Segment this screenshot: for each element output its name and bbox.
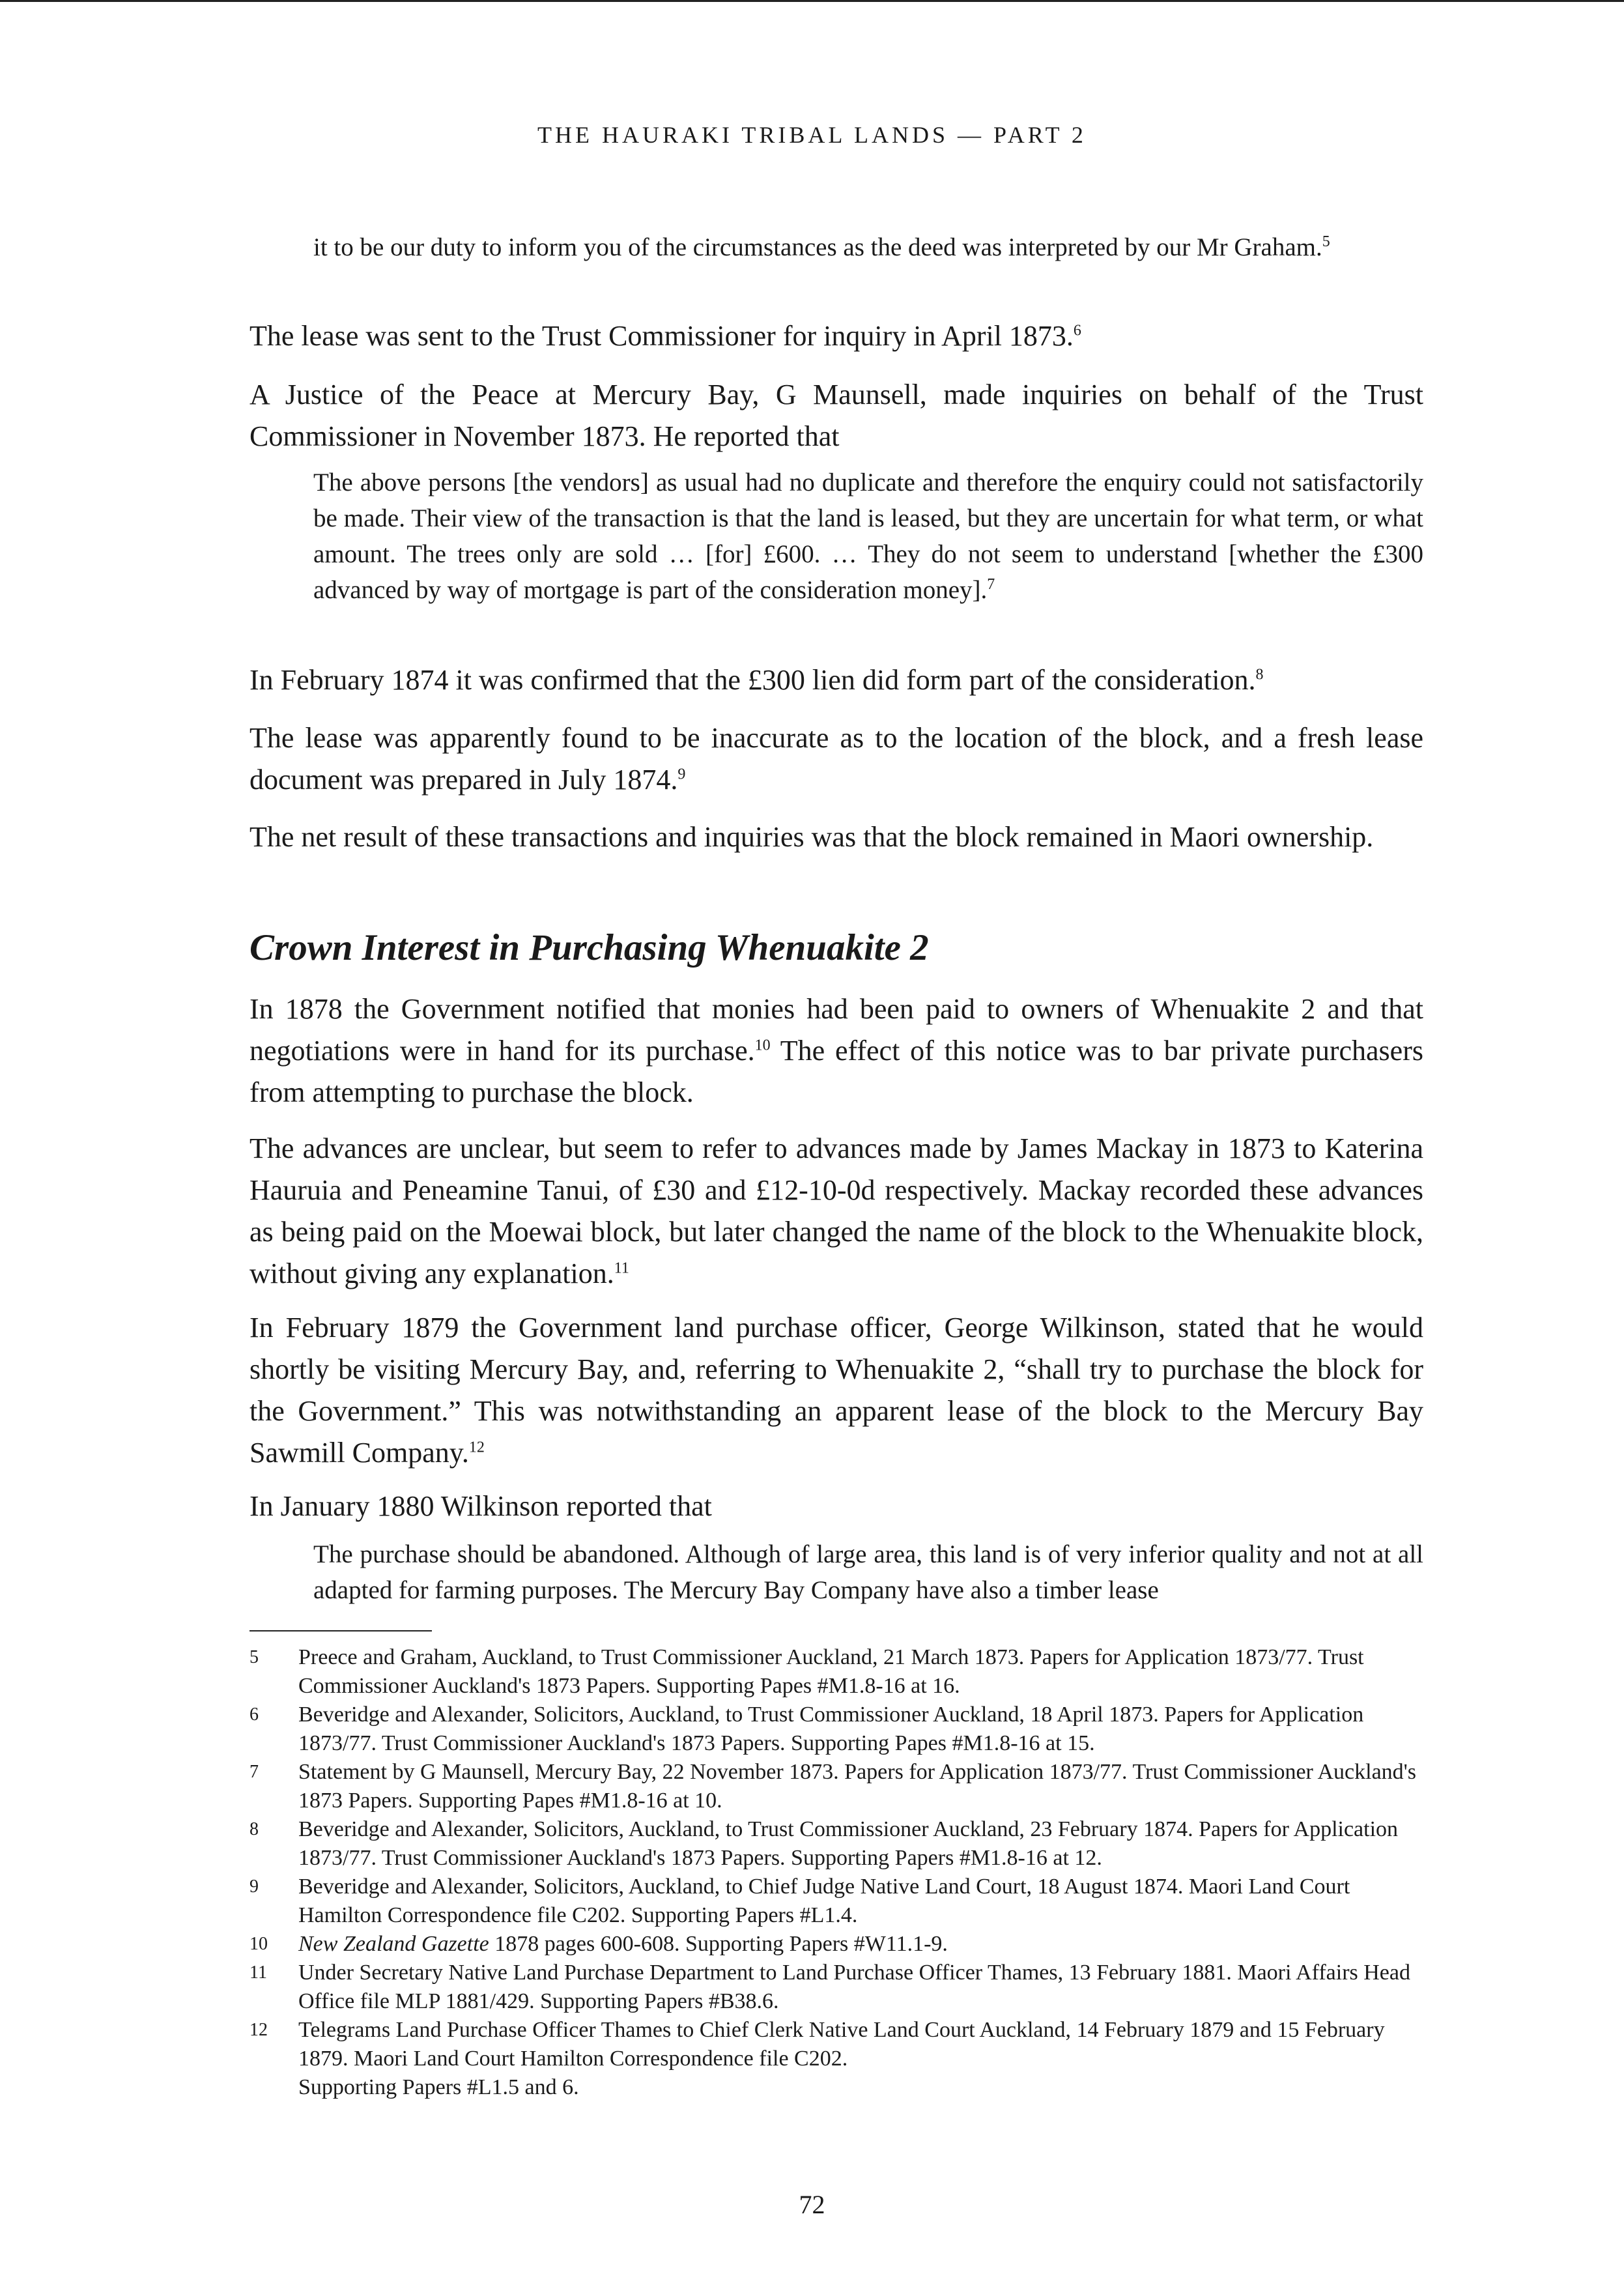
running-header: THE HAURAKI TRIBAL LANDS — PART 2 bbox=[537, 122, 1087, 148]
quote-text: The above persons [the vendors] as usual had no duplicate and therefore the enquiry could not satisfactorily be made. Their view of the transaction is that the land is leased, but they are uncertain for what term, or what amount. The trees only are sold … [for] £600. … They do not seem to understand [whether the £300 advanced by way of mortgage is part of the consideration money]. bbox=[313, 468, 1423, 604]
paragraph-4 bbox=[249, 717, 1423, 801]
text: In 1878 the Government notified that monies had been paid to owners of Whenuakite 2 and that negotiations were in hand for its purchase. bbox=[249, 993, 1423, 1067]
footnote-text: Beveridge and Alexander, Solicitors, Auckland, to Chief Judge Native Land Court, 18 August 1874. Maori Land Court Hamilton Correspondence file C202. Supporting Papers #L1.4. bbox=[298, 1875, 1350, 1927]
footnote-ref[interactable]: 6 bbox=[1073, 322, 1081, 339]
block-quote-3 bbox=[249, 1536, 1423, 1608]
paragraph-6 bbox=[249, 988, 1423, 1114]
footnote-number: 9 bbox=[249, 1876, 259, 1897]
footnote bbox=[249, 2016, 1423, 2102]
paragraph-text: A Justice of the Peace at Mercury Bay, G Maunsell, made inquiries on behalf of the Trust Commissioner in November 1873. He reported that bbox=[249, 379, 1423, 452]
block-quote-2 bbox=[249, 465, 1423, 608]
footnote-text: Beveridge and Alexander, Solicitors, Auckland, to Trust Commissioner Auckland, 18 April 1873. Papers for Application 1873/77. Trust Commissioner Auckland's 1873 Papers. Supporting Papes #M1.8-16 at 15. bbox=[298, 1703, 1364, 1755]
footnote-text: Supporting Papers #L1.5 and 6. bbox=[298, 2075, 579, 2099]
paragraph-text: The net result of these transactions and inquiries was that the block remained in Maori ownership. bbox=[249, 821, 1374, 853]
footnote bbox=[249, 1959, 1423, 2016]
quote-paragraph: The purchase should be abandoned. Although of large area, this land is of very inferior quality and not at all adapted for farming purposes. The Mercury Bay Company have also a timber lease bbox=[313, 1540, 1423, 1604]
paragraph-9 bbox=[249, 1486, 1423, 1527]
footnote bbox=[249, 1815, 1423, 1873]
section-heading bbox=[249, 925, 1423, 971]
footnote-text: Statement by G Maunsell, Mercury Bay, 22 November 1873. Papers for Application 1873/77. Trust Commissioner Auckland's 1873 Papers. Supporting Papes #M1.8-16 at 10. bbox=[298, 1760, 1417, 1813]
footnote bbox=[249, 1930, 1423, 1959]
footnote-ref[interactable]: 9 bbox=[677, 766, 686, 783]
footnote-number: 10 bbox=[249, 1934, 268, 1954]
quote-paragraph bbox=[313, 465, 1423, 608]
quote-text: it to be our duty to inform you of the circumstances as the deed was interpreted by our Mr Graham. bbox=[313, 233, 1322, 261]
paragraph-text bbox=[249, 988, 1423, 1114]
footnote-ref[interactable]: 5 bbox=[1322, 233, 1330, 250]
footnote bbox=[249, 1701, 1423, 1758]
text: In February 1874 it was confirmed that the £300 lien did form part of the consideration. bbox=[249, 664, 1256, 696]
footnote bbox=[249, 1643, 1423, 1701]
footnote-rule bbox=[249, 1630, 432, 1631]
footnote-ref[interactable]: 12 bbox=[468, 1439, 485, 1456]
page-number: 72 bbox=[799, 2190, 825, 2219]
paragraph-2 bbox=[249, 374, 1423, 457]
footnote-number: 8 bbox=[249, 1819, 259, 1839]
paragraph-text bbox=[249, 659, 1423, 701]
footnote-ref[interactable]: 11 bbox=[614, 1259, 629, 1277]
paragraph-text bbox=[249, 717, 1423, 801]
text: In February 1879 the Government land purchase officer, George Wilkinson, stated that he would shortly be visiting Mercury Bay, and, referring to Whenuakite 2, “shall try to purchase the block for the Government.” This was notwithstanding an apparent lease of the block to the Mercury Bay Sawmill Company. bbox=[249, 1312, 1423, 1469]
footnote-number: 12 bbox=[249, 2020, 268, 2040]
footnote-text: 1878 pages 600-608. Supporting Papers #W11.1-9. bbox=[489, 1932, 948, 1956]
footnote-ref[interactable]: 10 bbox=[754, 1037, 771, 1054]
footnote-text: Telegrams Land Purchase Officer Thames to Chief Clerk Native Land Court Auckland, 14 February 1879 and 15 February 1879. Maori Land Court Hamilton Correspondence file C202. bbox=[298, 2018, 1385, 2071]
paragraph-3 bbox=[249, 659, 1423, 701]
footnote-number: 5 bbox=[249, 1647, 259, 1667]
footnote bbox=[249, 1873, 1423, 1930]
footnote-number: 7 bbox=[249, 1762, 259, 1782]
footnote-text: Preece and Graham, Auckland, to Trust Commissioner Auckland, 21 March 1873. Papers for Application 1873/77. Trust Commissioner Auckland's 1873 Papers. Supporting Papes #M1.8-16 at 16. bbox=[298, 1645, 1364, 1698]
paragraph-text bbox=[249, 1307, 1423, 1474]
text: The lease was apparently found to be inaccurate as to the location of the block, and a fresh lease document was prepared in July 1874. bbox=[249, 722, 1423, 796]
footnote-text: Beveridge and Alexander, Solicitors, Auckland, to Trust Commissioner Auckland, 23 February 1874. Papers for Application 1873/77. Trust Commissioner Auckland's 1873 Papers. Supporting Papers #M1.8-16 at 12. bbox=[298, 1817, 1399, 1870]
footnote-number: 11 bbox=[249, 1962, 267, 1983]
paragraph-8 bbox=[249, 1307, 1423, 1474]
footnote-ref[interactable]: 7 bbox=[987, 576, 995, 593]
quote-paragraph bbox=[313, 229, 1423, 265]
footnotes bbox=[249, 1643, 1423, 2102]
paragraph-text: In January 1880 Wilkinson reported that bbox=[249, 1490, 712, 1522]
block-quote-1 bbox=[249, 229, 1423, 265]
text: The lease was sent to the Trust Commissioner for inquiry in April 1873. bbox=[249, 320, 1074, 352]
footnote-number: 6 bbox=[249, 1704, 259, 1725]
top-border bbox=[0, 0, 1624, 2]
footnote-italic-title: New Zealand Gazette bbox=[298, 1932, 489, 1956]
footnote bbox=[249, 1758, 1423, 1815]
paragraph-text bbox=[249, 315, 1423, 357]
footnote-text: Under Secretary Native Land Purchase Department to Land Purchase Officer Thames, 13 February 1881. Maori Affairs Head Office file MLP 1881/429. Supporting Papers #B38.6. bbox=[298, 1961, 1410, 2013]
paragraph-7 bbox=[249, 1128, 1423, 1295]
footnote-ref[interactable]: 8 bbox=[1255, 666, 1264, 683]
paragraph-1 bbox=[249, 315, 1423, 357]
heading-text: Crown Interest in Purchasing Whenuakite 2 bbox=[249, 927, 929, 968]
paragraph-text bbox=[249, 1128, 1423, 1295]
text: The advances are unclear, but seem to refer to advances made by James Mackay in 1873 to Katerina Hauruia and Peneamine Tanui, of £30 and £12-10-0d respectively. Mackay recorded these advances as being paid on the Moewai block, but later changed the name of the block to the Whenuakite block, without giving any explanation. bbox=[249, 1132, 1423, 1289]
paragraph-5 bbox=[249, 816, 1423, 858]
text: The effect of this notice was to bar private purchasers from attempting to purchase the block. bbox=[249, 1035, 1423, 1108]
